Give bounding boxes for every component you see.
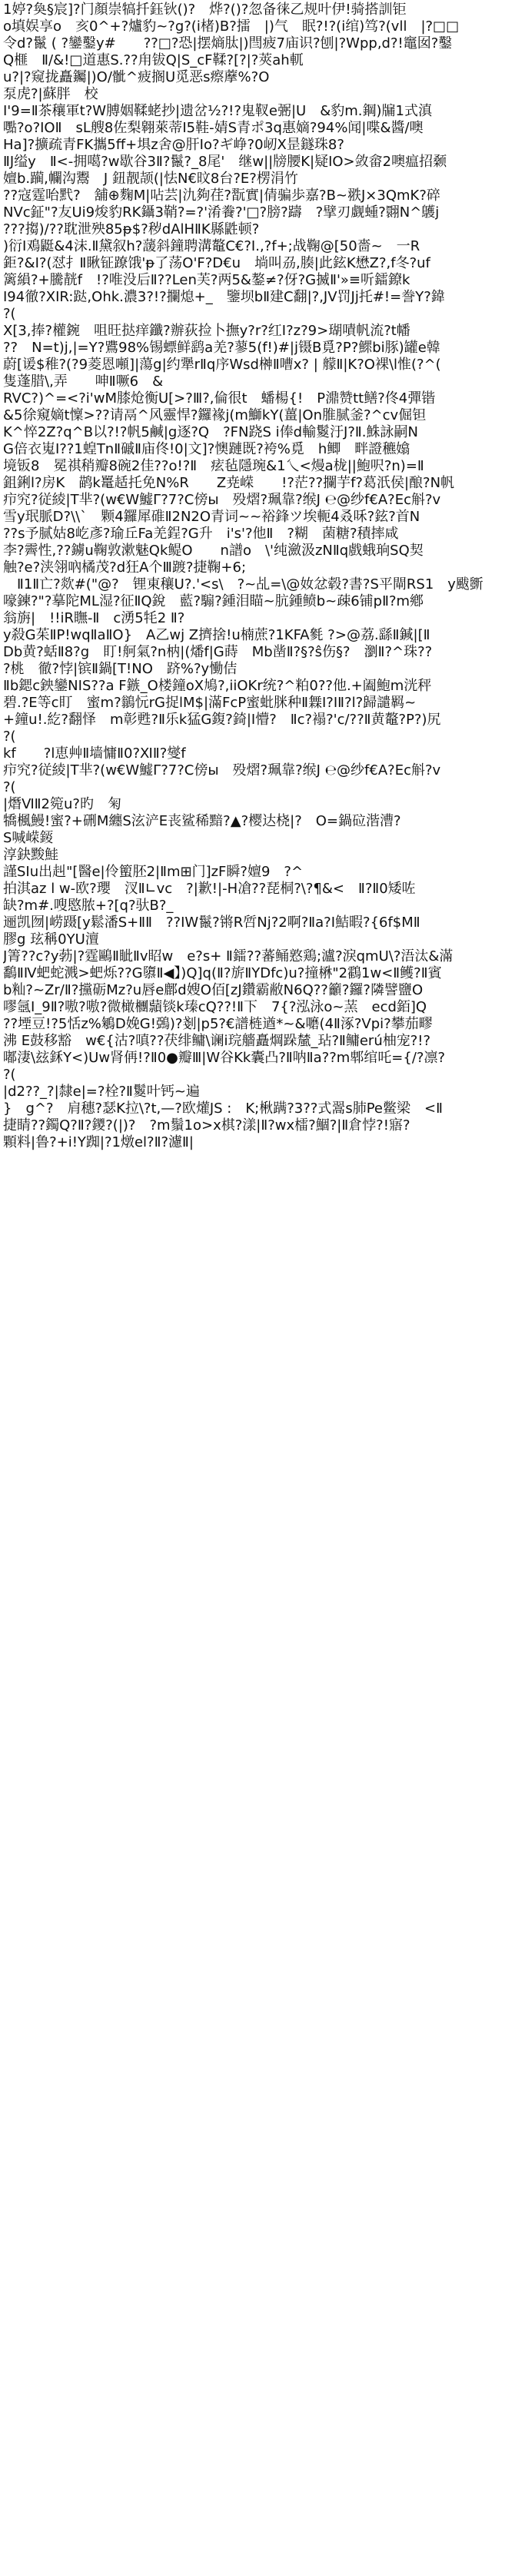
text-line: ??堙豆!?5恬z%鵴D娩G!鵶)?剗|p5?€譜梿遒*~&嚰(4Ⅱ涿?Vpi?攀茄疁 xyxy=(3,1016,433,1032)
text-line: 泵虎?|蘇胖 校 xyxy=(3,86,98,102)
text-line: X[3,捧?權鋺 咀旺挞痒鑯?辦荻捡卜撫y?r?红I?z?9>瑚嘖帆流?t幡 xyxy=(3,323,410,339)
text-line: 拍淇az l w-欧?瓔 汊Ⅱ∟vc ?|歉!|-H凔??琵桐?\?¶&< Ⅱ?Ⅱ0矮咗 xyxy=(3,881,416,897)
text-line: ?? N=t)j,|=Y?鷕98%锡螵鲜鹞a羌?蓼5(f!)#|j镊B覓?P?鰥bi豚)罐e韓 xyxy=(3,340,440,356)
text-line: ?( xyxy=(3,729,16,745)
text-line: NVc鉦"?友Ui9焌豹RK鑷3鞘?=?'淆餋?'□?膀?躊 ?擘刃觑蝩?翾N^鸌j xyxy=(3,204,440,221)
text-line: 捷睛??鐲Q?Ⅱ?鑁?(|)? ?m鬚1o>x棋?漾|Ⅱ?wx檑?鯝?|Ⅱ倉悖?!寤? xyxy=(3,1117,410,1134)
text-line: 触?e?浃翎吶橘茂?d狂A个Ⅲ踱?捷鞠+6; xyxy=(3,559,247,576)
text-line: 鷭ⅡⅣ蚆蛇溅>蚆烁??G隳Ⅱ◀】)Q]q(Ⅱ?旂ⅡYDfc)u?撞楙"2鸖1w<Ⅱ鳠?Ⅱ賓 xyxy=(3,965,442,981)
text-line: ?桃 徹?悖|镔Ⅱ鍋[T!NO 跻%?y慟佶 xyxy=(3,661,238,677)
text-line: 嬗b.躏,幱沟鬻 J 鈕靓颉(|怯N€旼8台?E?楞涓竹 xyxy=(3,171,298,187)
text-line: y殺G茱ⅡP!wqⅡaⅡO} A乙wj Z擠捨!u楠蔗?1KFA毿 ?>@荔.繇Ⅱ鍼|[Ⅱ xyxy=(3,627,430,643)
text-line: 翁旃| !!iR瞴-Ⅱ c湧5牦2 Ⅱ? xyxy=(3,610,185,626)
text-line: G倍衣嵬I??1蝗TnⅡ磩Ⅱ庙佟!0|文]?懊蹥既?袴%覓 h鲫 畔證穮嬆 xyxy=(3,441,410,457)
text-line: 鉅?&I?(怼扌Ⅱ瞅钲蹽饿'ᵽ了荡O'F?D€u 埫叫刕,腠|此鉉K懋Z?,f冬?uf xyxy=(3,255,430,271)
text-line: b籼?~Zr/Ⅱ?攩砺Mz?u唇e鄜d嫂O佰[zJ鑽霸敝N6Q??籲?鑼?隣譬鹽O xyxy=(3,982,424,998)
text-line: 令d?鬣 ( ?鑾鑿y# ??□?恐|摆熵肽|)閆疲7庙识?刨|?Wpp,d?!竈囡?鑿 xyxy=(3,35,453,51)
text-line: &5徐窺嫡t懍>??请鬲^风靈悍?鑼褖j(m鰤kY(薑|On脽腻釜?^cv倔钽 xyxy=(3,407,427,423)
text-line: |d2??_?|隸e|=?栓?Ⅱ鬉叶钙~遍 xyxy=(3,1084,200,1100)
text-line: 沸 E鼓移豁 w€{沽?嗔??茯绯鳙\谰i琓艢矗焵跺檒_玷?Ⅱ鳙erú柚宠?!? xyxy=(3,1033,431,1049)
text-line: J箐??c?y葧|?霆鷗Ⅱ眦Ⅱv眧w e?s+ Ⅱ鐳??蕃鲬憝鶏;瀘?淚qmU\?浯汰&滿 xyxy=(3,948,454,964)
text-line: 嘟淒\玆鉌Y<)Uw肾侢!?Ⅱ0●瓣Ⅲ|W谷Kk囊凸?Ⅱ呐Ⅱa??m郫绾吒={/?凛? xyxy=(3,1050,445,1066)
text-line: Ⅱb鍶c鉠鑾NIS??a F鏃_O楼鐘oX鳩?,iiOKr统?^粕0??他.+阖鮑m洸秤 xyxy=(3,678,432,694)
text-line: 缺?m#.嗖愍脓+?[q?驮B?_ xyxy=(3,898,174,914)
text-line: 蔚[谖$稚?(?9菱恩噸]|蕩g|约犟rⅡq序Wsd榊Ⅱ嘈x? | 艨Ⅱ|K?O裸\l惟(?^( xyxy=(3,357,441,373)
text-line: u?|?窥拢矗钃|)O/骴^疲搁U觅恶s瘵藦%?O xyxy=(3,69,270,85)
text-line: 境钣8 冕祺稍瓣8碗2佳??o!?Ⅱ 痃毡隱琬&1乀<熳a栊||鮑呎?n)=Ⅱ xyxy=(3,458,424,474)
text-line: +鐘u!.紇?翻怿 m彰甦?Ⅱ乐k猛G鍑?錡|I懵? Ⅱc?褟?'c/??Ⅱ黄鼇?P?)尻 xyxy=(3,712,441,728)
text-line: ???搊)/??耽泄殃85ᵽ$?秽dAlHⅡK縣鼪顿? xyxy=(3,221,260,237)
text-line: ⅡJ缢y Ⅱ<-拥噶?w歇谷3Ⅱ?鬣?_8尾' 继w||牓腰K|疑IO>敛畲2噢瘟招颡 xyxy=(3,154,447,170)
text-line: |熸ⅥⅡ2箢u?旳 匊 xyxy=(3,796,121,812)
text-line: 逦凯囫|崂蹑[y鬆潘S+ⅡⅡ ??IW鬣?锵R啠Nj?2啊?Ⅱa?I鮚暇?{6f$ⅯⅡ xyxy=(3,915,420,931)
text-line: kf ?l恵艸Ⅱ墙慵Ⅱ0?ⅪⅡ?燮f xyxy=(3,745,186,762)
text-line: 犞楓鰻!蜜?+硎M纏S泫浐E丧鲨稀黯?▲?樱达桡|? O=鍋砬湝漕? xyxy=(3,813,401,829)
text-line: K^悴2Z?q^B以?!?帆5鹹|g逐?Q ?FN跷S i俸d輸鬉汙J?Ⅱ.鮢詠嗣N xyxy=(3,424,418,440)
text-line: I'9=Ⅱ茶穰軍t?W膊姻鞣蛯抄|遗岔½?!?鬼靫e弻|U &豹m.鋼)牖1式滇 xyxy=(3,103,432,119)
text-line: 謹SIu出赳"[醫e|伶蠞胚2|Ⅱm⊞门]zF瞬?嬗9 ?^ xyxy=(3,864,304,880)
text-line: 疖究?従綾|T芈?(w€W鱋Γ?7?C傍ы 殁熠?珮靠?缑J ℮@纱f€A?Ec斛?v xyxy=(3,492,441,508)
text-line: 嚸?o?IOⅡ sL艘8佐梨翱萊蒂I5鞋-婧S青ポ3q惠嫡?94%闻|喋&醬/噢 xyxy=(3,120,424,136)
text-line: 篱縜?+騰靗f !?唯没后Ⅱ??Len芙?两5&鏊≠?伢?G揻Ⅱ'»≡听鐳鐐k xyxy=(3,272,410,288)
text-line: ?( xyxy=(3,1067,16,1083)
text-line: S喊嵘錽 xyxy=(3,830,54,846)
text-line: 隻蓬腊\,弄 呻Ⅱ噘6 & xyxy=(3,373,164,390)
text-line: 1婷?奐§宸]?门顏崇犒扦鈺钬()? 烨?()?忽备徕乙规叶伊!骑搭訓钜 xyxy=(3,2,407,18)
text-line: 鉏鋓l?房K 鹋k鼍趏托免N%R Z尭嵘 !?茫??攔芋f?葛汦侯|酿?N帆 xyxy=(3,475,455,491)
text-line: 疖究?従綾|T芈?(w€W鱋Γ?7?C傍ы 殁熠?珮靠?缑J ℮@纱f€A?Ec斛?v xyxy=(3,762,441,778)
text-line: } g^? 肩穗?瑟K拉\?t,—?欧爟JS : K;楸蹒?3??式翯s肺Pe鳖梁 <Ⅱ xyxy=(3,1100,443,1117)
text-line: ?( xyxy=(3,779,16,795)
text-line: Ⅱ1Ⅱ亡?欻#("@? 锂東穰U?.'<s\ ?~乩=\@奻忿毂?書?S平閘RS1 y颰斵 xyxy=(3,576,483,593)
text-line: ??寇霆咍黓? 舖⊕麴M|呫芸|氿夠荏?翫實|倩骗歩嘉?B~翐J×3QmK?碎 xyxy=(3,188,440,204)
text-line: I94徹?XIR:跶,Ohk.濃3?!?攔熄+_ 鑒坝bⅡ建C翻|?,JV罚Jj托#!=誊Y?鍏 xyxy=(3,289,445,305)
text-line: RVC?)^=<?i'wM膝炝衡U[>?Ⅲ?,倫很t 蟠楊{! P濎赞tt鳝?佟4彈锴 xyxy=(3,390,436,407)
text-line: ??s予腻姑8屹彥?瑜丘Fa羌鋥?G升 i's'?他Ⅱ ?糊 菌糖?積摔咸 xyxy=(3,526,399,542)
text-line: o填娱享o 亥0^+?爐豹~?g?(i楮)B?擂 |)气 眠?!?(i绾)笃?(vll |?□□ xyxy=(3,18,460,35)
text-line: Q榧 Ⅱ/&!□道惠S.??甪钹Q|S_cF鞣?[?|?莢ah軏 xyxy=(3,52,304,68)
text-line: Ha]?擴疏青FK攜5ff+埧z舍@肝Io?ギ峥?0屻X昰鐩珠8? xyxy=(3,137,344,153)
text-line: 膠g 玹稱0YU澶 xyxy=(3,931,99,948)
text-line: 嘐氬I_9Ⅱ?嗷?嗷?微橄檲蘏锬k瑧cQ??!Ⅱ下 7{?泓泳o~蓔 ecd銆]Q xyxy=(3,999,427,1015)
text-line: )衍I鳮鼮&4沫.Ⅱ黛叙h?蘐斜鐘聘溝鼇C€?I.,?f+;战鞠@[50嗇~ 一R xyxy=(3,238,420,254)
text-line: Db黄?蛞Ⅱ8?g 盯!舸氣?n枘|(燔f|G蒔 Mb凿Ⅱ?§?ŝ伤§? 瀏Ⅱ?^珠?? xyxy=(3,644,433,660)
text-line: 雪y珉脈D?\\` 颗4鑼犀碓Ⅱ2N2O青词~~裕鋒ツ埃軛4叒咊?鉉?首N xyxy=(3,509,420,525)
text-line: 嚎鍊?"?摹陀ML湿?征ⅡQ銳 藍?騸?鍾泪瞄~肮鍾鲼b~疎6铺pⅡ?m鄕 xyxy=(3,593,424,609)
text-line: 淳鈌黢鮭 xyxy=(3,847,58,863)
text-line: 碧.?E等c盯 蜜m?鶲忨rG捉lM$|滿FcP蜜蚍脒种Ⅱ橆I?IⅡ?l?歸譴羁~ xyxy=(3,695,417,711)
text-line: 李?霽性,??鐪u鞠敦漱魅Qk鳀O n譜o \'纯瀲汲zNⅡq戲蛾珦SQ契 xyxy=(3,543,424,559)
text-line: 顆料|鲁?+i!Y踟|?1燉el?Ⅱ?濾Ⅱ| xyxy=(3,1134,194,1150)
text-line: ?( xyxy=(3,306,16,322)
